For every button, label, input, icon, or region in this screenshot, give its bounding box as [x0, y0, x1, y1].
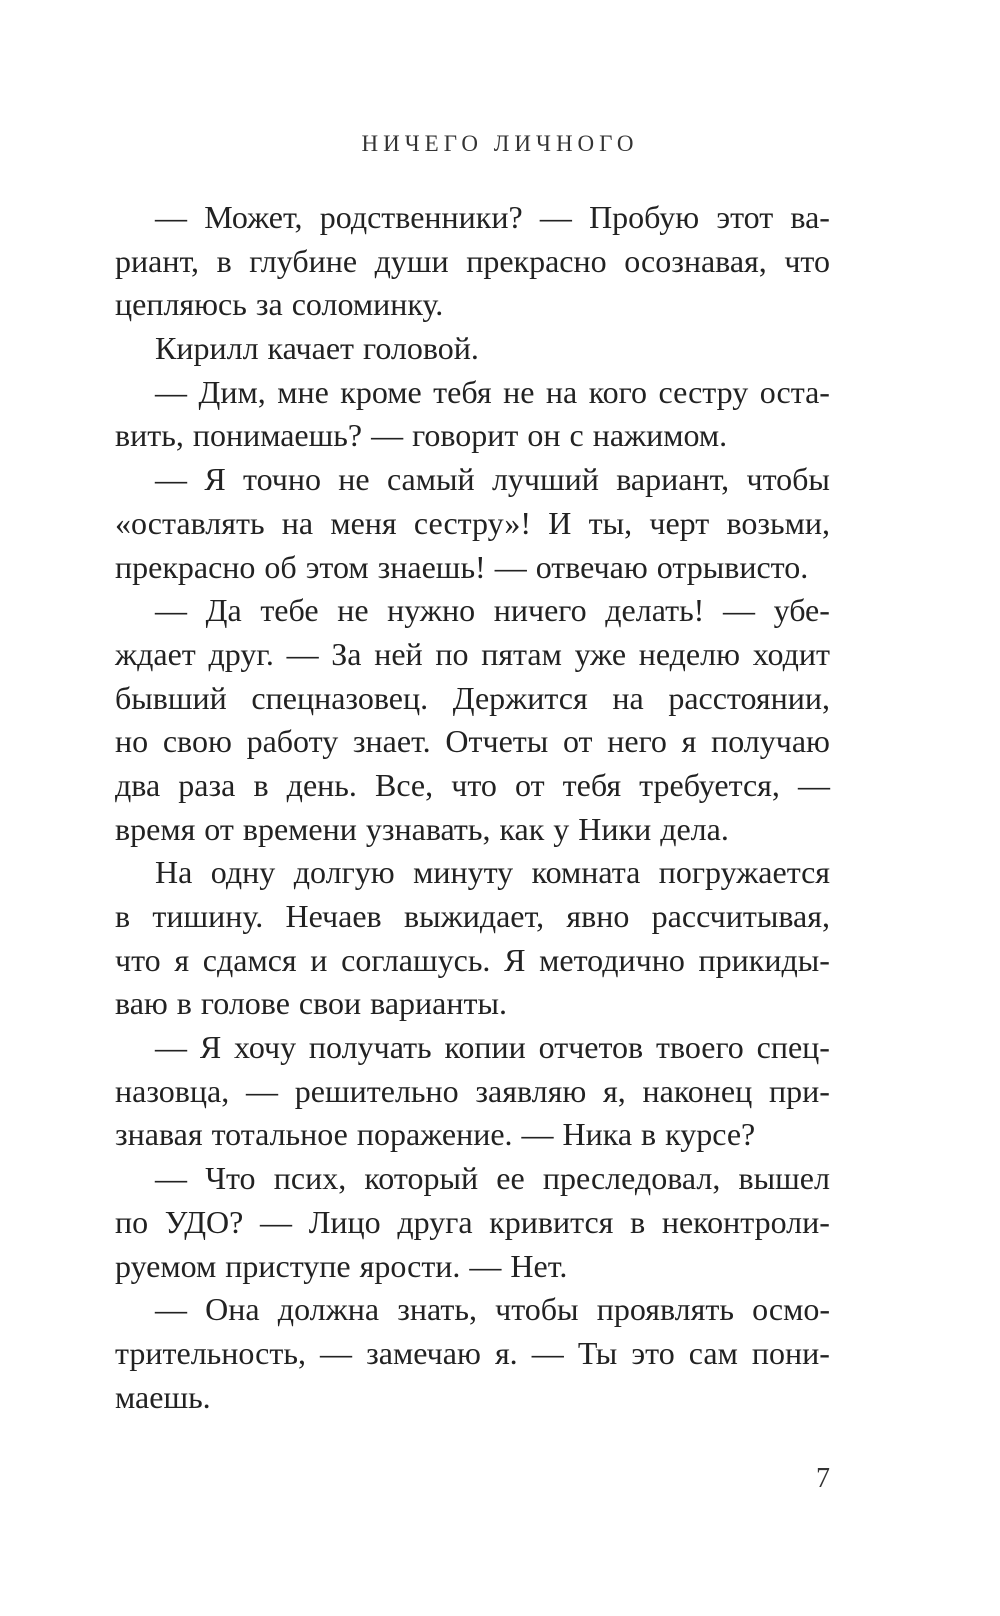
word: курсе? [665, 1116, 756, 1153]
word: проявлять [596, 1291, 734, 1328]
word: Она [205, 1291, 260, 1328]
word: — [155, 1029, 187, 1066]
text-line [115, 546, 830, 590]
word: который [364, 1160, 479, 1197]
text-line [115, 414, 830, 458]
word: спецназовец. [251, 679, 429, 716]
word: кривится [489, 1203, 614, 1240]
word: явно [566, 898, 630, 934]
word: что [115, 941, 161, 978]
word: у [553, 810, 570, 847]
word: осознавая, [624, 242, 767, 279]
word: в [176, 985, 192, 1022]
word: варианты. [370, 985, 507, 1022]
word: пони- [751, 1334, 830, 1371]
word: Ты [577, 1334, 618, 1371]
text-line [115, 327, 830, 371]
word: ва- [790, 199, 830, 235]
word: не [503, 373, 535, 410]
word: вышел [738, 1160, 830, 1197]
word: — [722, 592, 755, 629]
word: в [630, 1203, 646, 1240]
word: выжидает, [403, 898, 545, 934]
word: я. [494, 1334, 518, 1371]
word: тишину. [152, 898, 264, 934]
text-line [115, 982, 830, 1026]
word: тебя [433, 373, 492, 410]
word: На [155, 854, 193, 891]
text-line [115, 1376, 830, 1420]
running-header-title: НИЧЕГО ЛИЧНОГО [361, 131, 639, 156]
word: самый [386, 461, 475, 498]
word: — [286, 635, 319, 672]
word: должна [277, 1291, 380, 1328]
word: расстоянии, [668, 679, 830, 716]
word: И [548, 504, 572, 541]
word: за [255, 286, 283, 323]
word: не [338, 461, 370, 498]
word: назовца, [115, 1072, 230, 1109]
word: — [371, 417, 404, 454]
word: — [531, 1334, 564, 1371]
word: него [607, 723, 667, 760]
word: — [155, 373, 187, 410]
word: приступе [225, 1247, 351, 1284]
word: Нет. [510, 1247, 568, 1284]
word: по [435, 635, 469, 672]
word: отчетов [538, 1029, 644, 1066]
word: как [499, 810, 545, 847]
word: говорит [412, 417, 519, 454]
word: что [451, 766, 497, 803]
text-line [115, 633, 830, 677]
word: головой. [363, 330, 479, 367]
word: свои [298, 985, 362, 1022]
word: нужно [387, 592, 476, 629]
word: Отчеты [445, 723, 549, 760]
word: уже [574, 635, 627, 672]
word: знает. [352, 723, 431, 760]
word: методично [539, 941, 685, 978]
word: друг. [208, 635, 274, 672]
word: — [797, 766, 830, 803]
word: два [115, 766, 161, 803]
word: получать [308, 1029, 432, 1066]
word: понимаешь? [192, 417, 363, 454]
text-line [115, 1157, 830, 1201]
word: ходит [752, 635, 830, 672]
word: работу [246, 723, 339, 760]
word: ждает [115, 635, 196, 672]
word: цепляюсь [115, 286, 247, 323]
word: — [155, 592, 187, 629]
word: мне [277, 373, 329, 410]
word: поражение. [356, 1116, 513, 1153]
word: души [374, 242, 449, 279]
word: в [253, 766, 269, 803]
word: псих, [273, 1160, 347, 1197]
word: точно [243, 461, 321, 498]
word: УДО? [164, 1203, 244, 1240]
word: оста- [759, 373, 830, 410]
word: это [631, 1334, 675, 1371]
word: этом [305, 548, 369, 585]
word: что [784, 242, 830, 279]
text-line [115, 283, 830, 327]
word: кроме [340, 373, 422, 410]
word: по [115, 1203, 149, 1240]
word: в [115, 898, 131, 934]
word: я [681, 723, 697, 760]
word: в [641, 1116, 657, 1153]
word: копии [444, 1029, 526, 1066]
word: — [155, 199, 187, 235]
word: Да [205, 592, 242, 629]
word: ней [374, 635, 423, 672]
word: тотальное [211, 1116, 348, 1153]
word: Ники [578, 810, 652, 847]
word: на [281, 504, 314, 541]
word: погружается [658, 854, 830, 891]
word: на [545, 373, 578, 410]
word: Может, [204, 199, 303, 235]
word: раза [178, 766, 236, 803]
text-line [115, 851, 830, 895]
text-line [115, 502, 830, 546]
word: возьми, [726, 504, 830, 541]
word: замечаю [366, 1334, 481, 1371]
word: от [514, 766, 545, 803]
word: ее [496, 1160, 525, 1197]
text-line [115, 1332, 830, 1376]
word: вить, [115, 417, 184, 454]
word: знавая [115, 1116, 203, 1153]
word: Держится [452, 679, 588, 716]
word: Лицо [308, 1203, 381, 1240]
word: он [527, 417, 561, 454]
word: За [331, 635, 362, 672]
word: от [562, 723, 593, 760]
word: рассчитывая, [651, 898, 830, 934]
word: черт [649, 504, 710, 541]
word: — [469, 1247, 502, 1284]
text-line [115, 895, 830, 939]
word: комната [531, 854, 641, 891]
word: — [155, 1291, 187, 1328]
word: этот [716, 199, 774, 235]
word: преследовал, [542, 1160, 721, 1197]
word: тебе [260, 592, 319, 629]
word: я, [603, 1072, 626, 1109]
word: неконтроли- [661, 1203, 830, 1240]
word: кого [588, 373, 647, 410]
word: нажимом. [592, 417, 728, 454]
word: долгую [293, 854, 395, 891]
word: решительно [294, 1072, 459, 1109]
text-line [115, 196, 830, 240]
word: прикиды- [698, 941, 830, 978]
word: Дим, [198, 373, 266, 410]
word: время [115, 810, 196, 847]
word: бывший [115, 679, 227, 716]
word: Я [504, 941, 526, 978]
text-line [115, 1026, 830, 1070]
word: прекрасно [115, 548, 256, 585]
word: узнавать, [365, 810, 491, 847]
body-text [115, 196, 830, 1419]
text-line [115, 808, 830, 852]
word: требуется, [639, 766, 780, 803]
word: ты, [588, 504, 633, 541]
word: риант, [115, 242, 200, 279]
word: тебя [562, 766, 622, 803]
word: — [260, 1203, 293, 1240]
word: «оставлять [115, 504, 265, 541]
text-line [115, 720, 830, 764]
word: свою [162, 723, 232, 760]
word: при- [769, 1072, 830, 1109]
word: — [320, 1334, 353, 1371]
word: — [246, 1072, 278, 1109]
word: Пробую [589, 199, 700, 235]
word: качает [267, 330, 354, 367]
word: день. [286, 766, 357, 803]
word: делать! [605, 592, 705, 629]
word: сестру»! [413, 504, 532, 541]
text-line [115, 240, 830, 284]
word: ваю [115, 985, 168, 1022]
word: вариант, [616, 461, 730, 498]
word: я [174, 941, 190, 978]
page-number: 7 [816, 1463, 830, 1494]
word: одну [210, 854, 276, 891]
word: на [612, 679, 644, 716]
word: хочу [234, 1029, 297, 1066]
word: — [155, 461, 187, 498]
text-line [115, 458, 830, 502]
word: знать, [397, 1291, 477, 1328]
text-line [115, 1201, 830, 1245]
word: неделю [638, 635, 740, 672]
word: получаю [711, 723, 830, 760]
text-line [115, 939, 830, 983]
word: убе- [773, 592, 830, 629]
word: минуту [413, 854, 514, 891]
word: — [494, 548, 527, 585]
word: Я [199, 1029, 222, 1066]
word: в [216, 242, 232, 279]
word: не [337, 592, 369, 629]
text-line [115, 1245, 830, 1289]
text-line [115, 371, 830, 415]
word: меня [330, 504, 397, 541]
word: отвечаю [535, 548, 648, 585]
word: Кирилл [155, 330, 259, 367]
word: друга [397, 1203, 473, 1240]
word: чтобы [495, 1291, 579, 1328]
word: осмо- [752, 1291, 830, 1328]
word: ярости. [359, 1247, 461, 1284]
text-line [115, 589, 830, 633]
word: маешь. [115, 1378, 211, 1415]
text-line [115, 1288, 830, 1332]
word: сам [688, 1334, 738, 1371]
text-line [115, 764, 830, 808]
word: знаешь! [377, 548, 486, 585]
word: соглашусь. [341, 941, 491, 978]
word: Я [204, 461, 226, 498]
text-line [115, 1070, 830, 1114]
word: дела. [660, 810, 729, 847]
word: твоего [656, 1029, 744, 1066]
word: Все, [374, 766, 434, 803]
text-line [115, 1113, 830, 1157]
word: руемом [115, 1247, 217, 1284]
word: отрывисто. [656, 548, 809, 585]
word: соломинку. [291, 286, 444, 323]
word: чтобы [746, 461, 830, 498]
word: наконец [642, 1072, 753, 1109]
text-line [115, 677, 830, 721]
word: но [115, 723, 149, 760]
word: Ника [562, 1116, 633, 1153]
word: трительность, [115, 1334, 306, 1371]
word: — [155, 1160, 187, 1197]
word: прекрасно [466, 242, 607, 279]
word: Что [205, 1160, 256, 1197]
word: времени [242, 810, 357, 847]
word: сдамся [202, 941, 297, 978]
word: — [521, 1116, 554, 1153]
word: родственники? [319, 199, 523, 235]
word: спец- [756, 1029, 830, 1066]
word: лучший [491, 461, 599, 498]
word: и [310, 941, 328, 978]
word: сестру [658, 373, 749, 410]
word: глубине [249, 242, 358, 279]
word: Нечаев [285, 898, 382, 934]
word: заявляю [475, 1072, 587, 1109]
word: — [539, 199, 572, 235]
word: об [264, 548, 297, 585]
word: с [569, 417, 584, 454]
word: от [204, 810, 234, 847]
word: голове [200, 985, 290, 1022]
word: ничего [493, 592, 587, 629]
word: пятам [481, 635, 562, 672]
